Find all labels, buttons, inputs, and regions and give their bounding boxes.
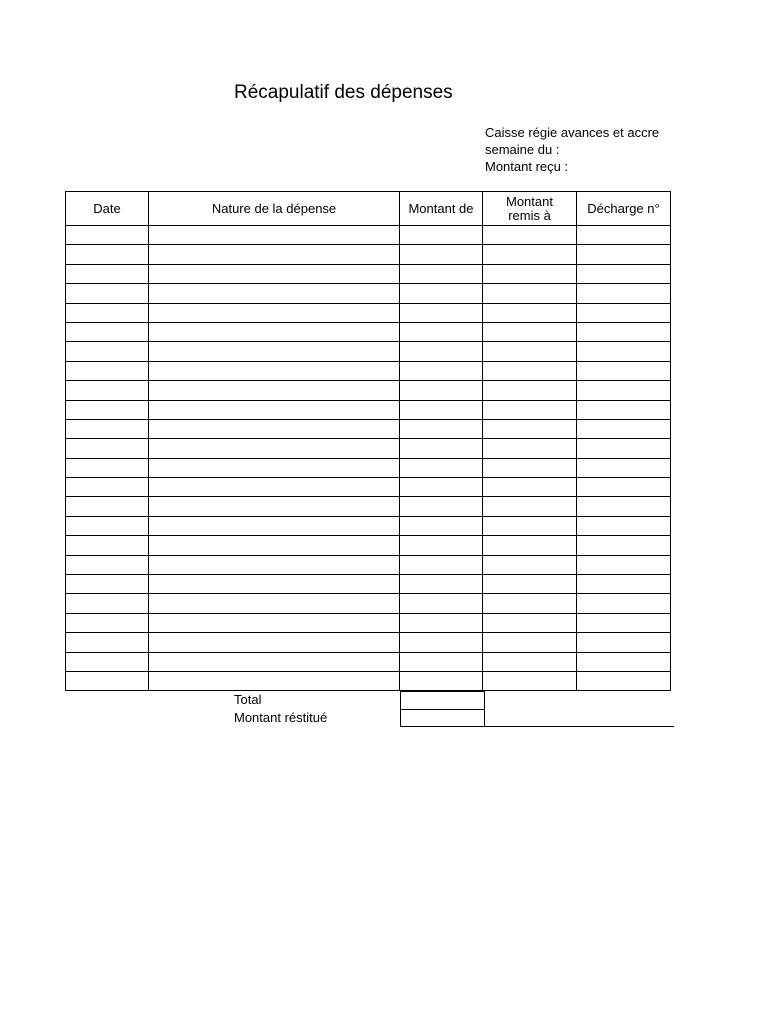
cell-montant-de[interactable] bbox=[400, 536, 483, 555]
cell-date[interactable] bbox=[66, 594, 149, 613]
cell-nature[interactable] bbox=[149, 342, 400, 361]
cell-montant-de[interactable] bbox=[400, 342, 483, 361]
table-row bbox=[66, 555, 671, 574]
cell-montant-remis[interactable] bbox=[483, 652, 577, 671]
cell-nature[interactable] bbox=[149, 381, 400, 400]
cell-decharge[interactable] bbox=[577, 633, 671, 652]
cell-decharge[interactable] bbox=[577, 284, 671, 303]
cell-montant-de[interactable] bbox=[400, 226, 483, 245]
cell-montant-remis[interactable] bbox=[483, 671, 577, 690]
cell-montant-remis[interactable] bbox=[483, 245, 577, 264]
cell-nature[interactable] bbox=[149, 322, 400, 341]
cell-decharge[interactable] bbox=[577, 458, 671, 477]
cell-date[interactable] bbox=[66, 633, 149, 652]
table-row bbox=[66, 303, 671, 322]
cell-montant-remis[interactable] bbox=[483, 419, 577, 438]
cell-montant-de[interactable] bbox=[400, 516, 483, 535]
cell-nature[interactable] bbox=[149, 264, 400, 283]
cell-decharge[interactable] bbox=[577, 264, 671, 283]
cell-montant-remis[interactable] bbox=[483, 400, 577, 419]
cell-decharge[interactable] bbox=[577, 245, 671, 264]
total-cell[interactable] bbox=[400, 691, 485, 710]
table-row bbox=[66, 478, 671, 497]
cell-decharge[interactable] bbox=[577, 381, 671, 400]
cell-montant-remis[interactable] bbox=[483, 458, 577, 477]
cell-nature[interactable] bbox=[149, 633, 400, 652]
table-row bbox=[66, 652, 671, 671]
cell-date[interactable] bbox=[66, 652, 149, 671]
info-caisse: Caisse régie avances et accre bbox=[485, 125, 660, 140]
cell-nature[interactable] bbox=[149, 594, 400, 613]
cell-decharge[interactable] bbox=[577, 652, 671, 671]
cell-decharge[interactable] bbox=[577, 478, 671, 497]
cell-decharge[interactable] bbox=[577, 575, 671, 594]
table-row bbox=[66, 264, 671, 283]
cell-montant-de[interactable] bbox=[400, 633, 483, 652]
cell-decharge[interactable] bbox=[577, 516, 671, 535]
table-row bbox=[66, 322, 671, 341]
table-row bbox=[66, 458, 671, 477]
cell-montant-remis[interactable] bbox=[483, 613, 577, 632]
cell-nature[interactable] bbox=[149, 303, 400, 322]
cell-decharge[interactable] bbox=[577, 303, 671, 322]
cell-montant-remis[interactable] bbox=[483, 516, 577, 535]
cell-montant-remis[interactable] bbox=[483, 342, 577, 361]
cell-date[interactable] bbox=[66, 478, 149, 497]
cell-decharge[interactable] bbox=[577, 226, 671, 245]
cell-montant-de[interactable] bbox=[400, 497, 483, 516]
cell-montant-de[interactable] bbox=[400, 458, 483, 477]
cell-nature[interactable] bbox=[149, 652, 400, 671]
expenses-table bbox=[65, 191, 671, 691]
cell-nature[interactable] bbox=[149, 516, 400, 535]
cell-montant-de[interactable] bbox=[400, 284, 483, 303]
cell-montant-de[interactable] bbox=[400, 671, 483, 690]
cell-nature[interactable] bbox=[149, 536, 400, 555]
cell-date[interactable] bbox=[66, 458, 149, 477]
table-row bbox=[66, 536, 671, 555]
cell-montant-de[interactable] bbox=[400, 303, 483, 322]
cell-montant-remis[interactable] bbox=[483, 478, 577, 497]
cell-date[interactable] bbox=[66, 284, 149, 303]
cell-montant-remis[interactable] bbox=[483, 497, 577, 516]
cell-date[interactable] bbox=[66, 264, 149, 283]
cell-montant-de[interactable] bbox=[400, 264, 483, 283]
cell-decharge[interactable] bbox=[577, 439, 671, 458]
cell-decharge[interactable] bbox=[577, 613, 671, 632]
cell-decharge[interactable] bbox=[577, 342, 671, 361]
cell-decharge[interactable] bbox=[577, 671, 671, 690]
cell-nature[interactable] bbox=[149, 361, 400, 380]
cell-montant-remis[interactable] bbox=[483, 303, 577, 322]
cell-date[interactable] bbox=[66, 536, 149, 555]
cell-nature[interactable] bbox=[149, 555, 400, 574]
table-row bbox=[66, 226, 671, 245]
table-row bbox=[66, 342, 671, 361]
montant-restitue-cell[interactable] bbox=[400, 709, 485, 727]
header-montant-remis-line1: Montant bbox=[506, 193, 553, 209]
cell-montant-de[interactable] bbox=[400, 555, 483, 574]
cell-montant-remis[interactable] bbox=[483, 361, 577, 380]
cell-nature[interactable] bbox=[149, 226, 400, 245]
total-label: Total bbox=[234, 692, 262, 707]
info-block bbox=[485, 124, 675, 175]
cell-montant-de[interactable] bbox=[400, 419, 483, 438]
header-date: Date bbox=[66, 192, 149, 226]
cell-decharge[interactable] bbox=[577, 322, 671, 341]
cell-montant-remis[interactable] bbox=[483, 439, 577, 458]
cell-nature[interactable] bbox=[149, 400, 400, 419]
cell-montant-de[interactable] bbox=[400, 322, 483, 341]
cell-date[interactable] bbox=[66, 400, 149, 419]
table-row bbox=[66, 594, 671, 613]
info-montant-recu: Montant reçu : bbox=[485, 159, 569, 174]
cell-montant-remis[interactable] bbox=[483, 284, 577, 303]
table-row bbox=[66, 245, 671, 264]
cell-date[interactable] bbox=[66, 516, 149, 535]
cell-nature[interactable] bbox=[149, 245, 400, 264]
cell-montant-remis[interactable] bbox=[483, 594, 577, 613]
cell-montant-de[interactable] bbox=[400, 361, 483, 380]
cell-nature[interactable] bbox=[149, 671, 400, 690]
table-row bbox=[66, 613, 671, 632]
cell-montant-remis[interactable] bbox=[483, 226, 577, 245]
table-row bbox=[66, 361, 671, 380]
cell-decharge[interactable] bbox=[577, 497, 671, 516]
cell-date[interactable] bbox=[66, 439, 149, 458]
cell-nature[interactable] bbox=[149, 497, 400, 516]
cell-nature[interactable] bbox=[149, 284, 400, 303]
cell-montant-remis[interactable] bbox=[483, 381, 577, 400]
cell-date[interactable] bbox=[66, 342, 149, 361]
cell-montant-de[interactable] bbox=[400, 575, 483, 594]
cell-decharge[interactable] bbox=[577, 536, 671, 555]
cell-decharge[interactable] bbox=[577, 594, 671, 613]
cell-nature[interactable] bbox=[149, 575, 400, 594]
table-row bbox=[66, 633, 671, 652]
cell-nature[interactable] bbox=[149, 478, 400, 497]
table-row bbox=[66, 400, 671, 419]
cell-decharge[interactable] bbox=[577, 400, 671, 419]
cell-date[interactable] bbox=[66, 322, 149, 341]
cell-nature[interactable] bbox=[149, 419, 400, 438]
header-montant-remis bbox=[483, 192, 577, 226]
table-row bbox=[66, 419, 671, 438]
cell-montant-de[interactable] bbox=[400, 439, 483, 458]
cell-montant-remis[interactable] bbox=[483, 575, 577, 594]
cell-montant-remis[interactable] bbox=[483, 555, 577, 574]
cell-date[interactable] bbox=[66, 575, 149, 594]
cell-montant-de[interactable] bbox=[400, 381, 483, 400]
montant-restitue-label: Montant réstitué bbox=[234, 710, 328, 725]
header-montant-de: Montant de bbox=[400, 192, 483, 226]
cell-date[interactable] bbox=[66, 303, 149, 322]
cell-nature[interactable] bbox=[149, 439, 400, 458]
table-row bbox=[66, 439, 671, 458]
cell-montant-de[interactable] bbox=[400, 594, 483, 613]
header-nature: Nature de la dépense bbox=[149, 192, 400, 226]
cell-decharge[interactable] bbox=[577, 419, 671, 438]
cell-date[interactable] bbox=[66, 555, 149, 574]
cell-montant-de[interactable] bbox=[400, 400, 483, 419]
header-montant-remis-line2: remis à bbox=[508, 207, 551, 223]
cell-nature[interactable] bbox=[149, 613, 400, 632]
table-row bbox=[66, 671, 671, 690]
cell-date[interactable] bbox=[66, 497, 149, 516]
cell-date[interactable] bbox=[66, 226, 149, 245]
cell-montant-remis[interactable] bbox=[483, 633, 577, 652]
table-row bbox=[66, 381, 671, 400]
cell-montant-de[interactable] bbox=[400, 652, 483, 671]
cell-decharge[interactable] bbox=[577, 361, 671, 380]
cell-nature[interactable] bbox=[149, 458, 400, 477]
table-row bbox=[66, 575, 671, 594]
cell-date[interactable] bbox=[66, 361, 149, 380]
cell-montant-de[interactable] bbox=[400, 613, 483, 632]
cell-decharge[interactable] bbox=[577, 555, 671, 574]
cell-date[interactable] bbox=[66, 381, 149, 400]
cell-montant-remis[interactable] bbox=[483, 536, 577, 555]
table-row bbox=[66, 497, 671, 516]
header-decharge: Décharge n° bbox=[577, 192, 671, 226]
remaining-box bbox=[484, 691, 674, 727]
cell-date[interactable] bbox=[66, 419, 149, 438]
cell-date[interactable] bbox=[66, 671, 149, 690]
cell-montant-remis[interactable] bbox=[483, 322, 577, 341]
page-title: Récapulatif des dépenses bbox=[234, 82, 453, 103]
cell-date[interactable] bbox=[66, 613, 149, 632]
cell-montant-de[interactable] bbox=[400, 478, 483, 497]
info-semaine: semaine du : bbox=[485, 142, 560, 157]
table-header-row bbox=[66, 192, 671, 226]
cell-montant-remis[interactable] bbox=[483, 264, 577, 283]
cell-montant-de[interactable] bbox=[400, 245, 483, 264]
table-row bbox=[66, 516, 671, 535]
cell-date[interactable] bbox=[66, 245, 149, 264]
table-row bbox=[66, 284, 671, 303]
